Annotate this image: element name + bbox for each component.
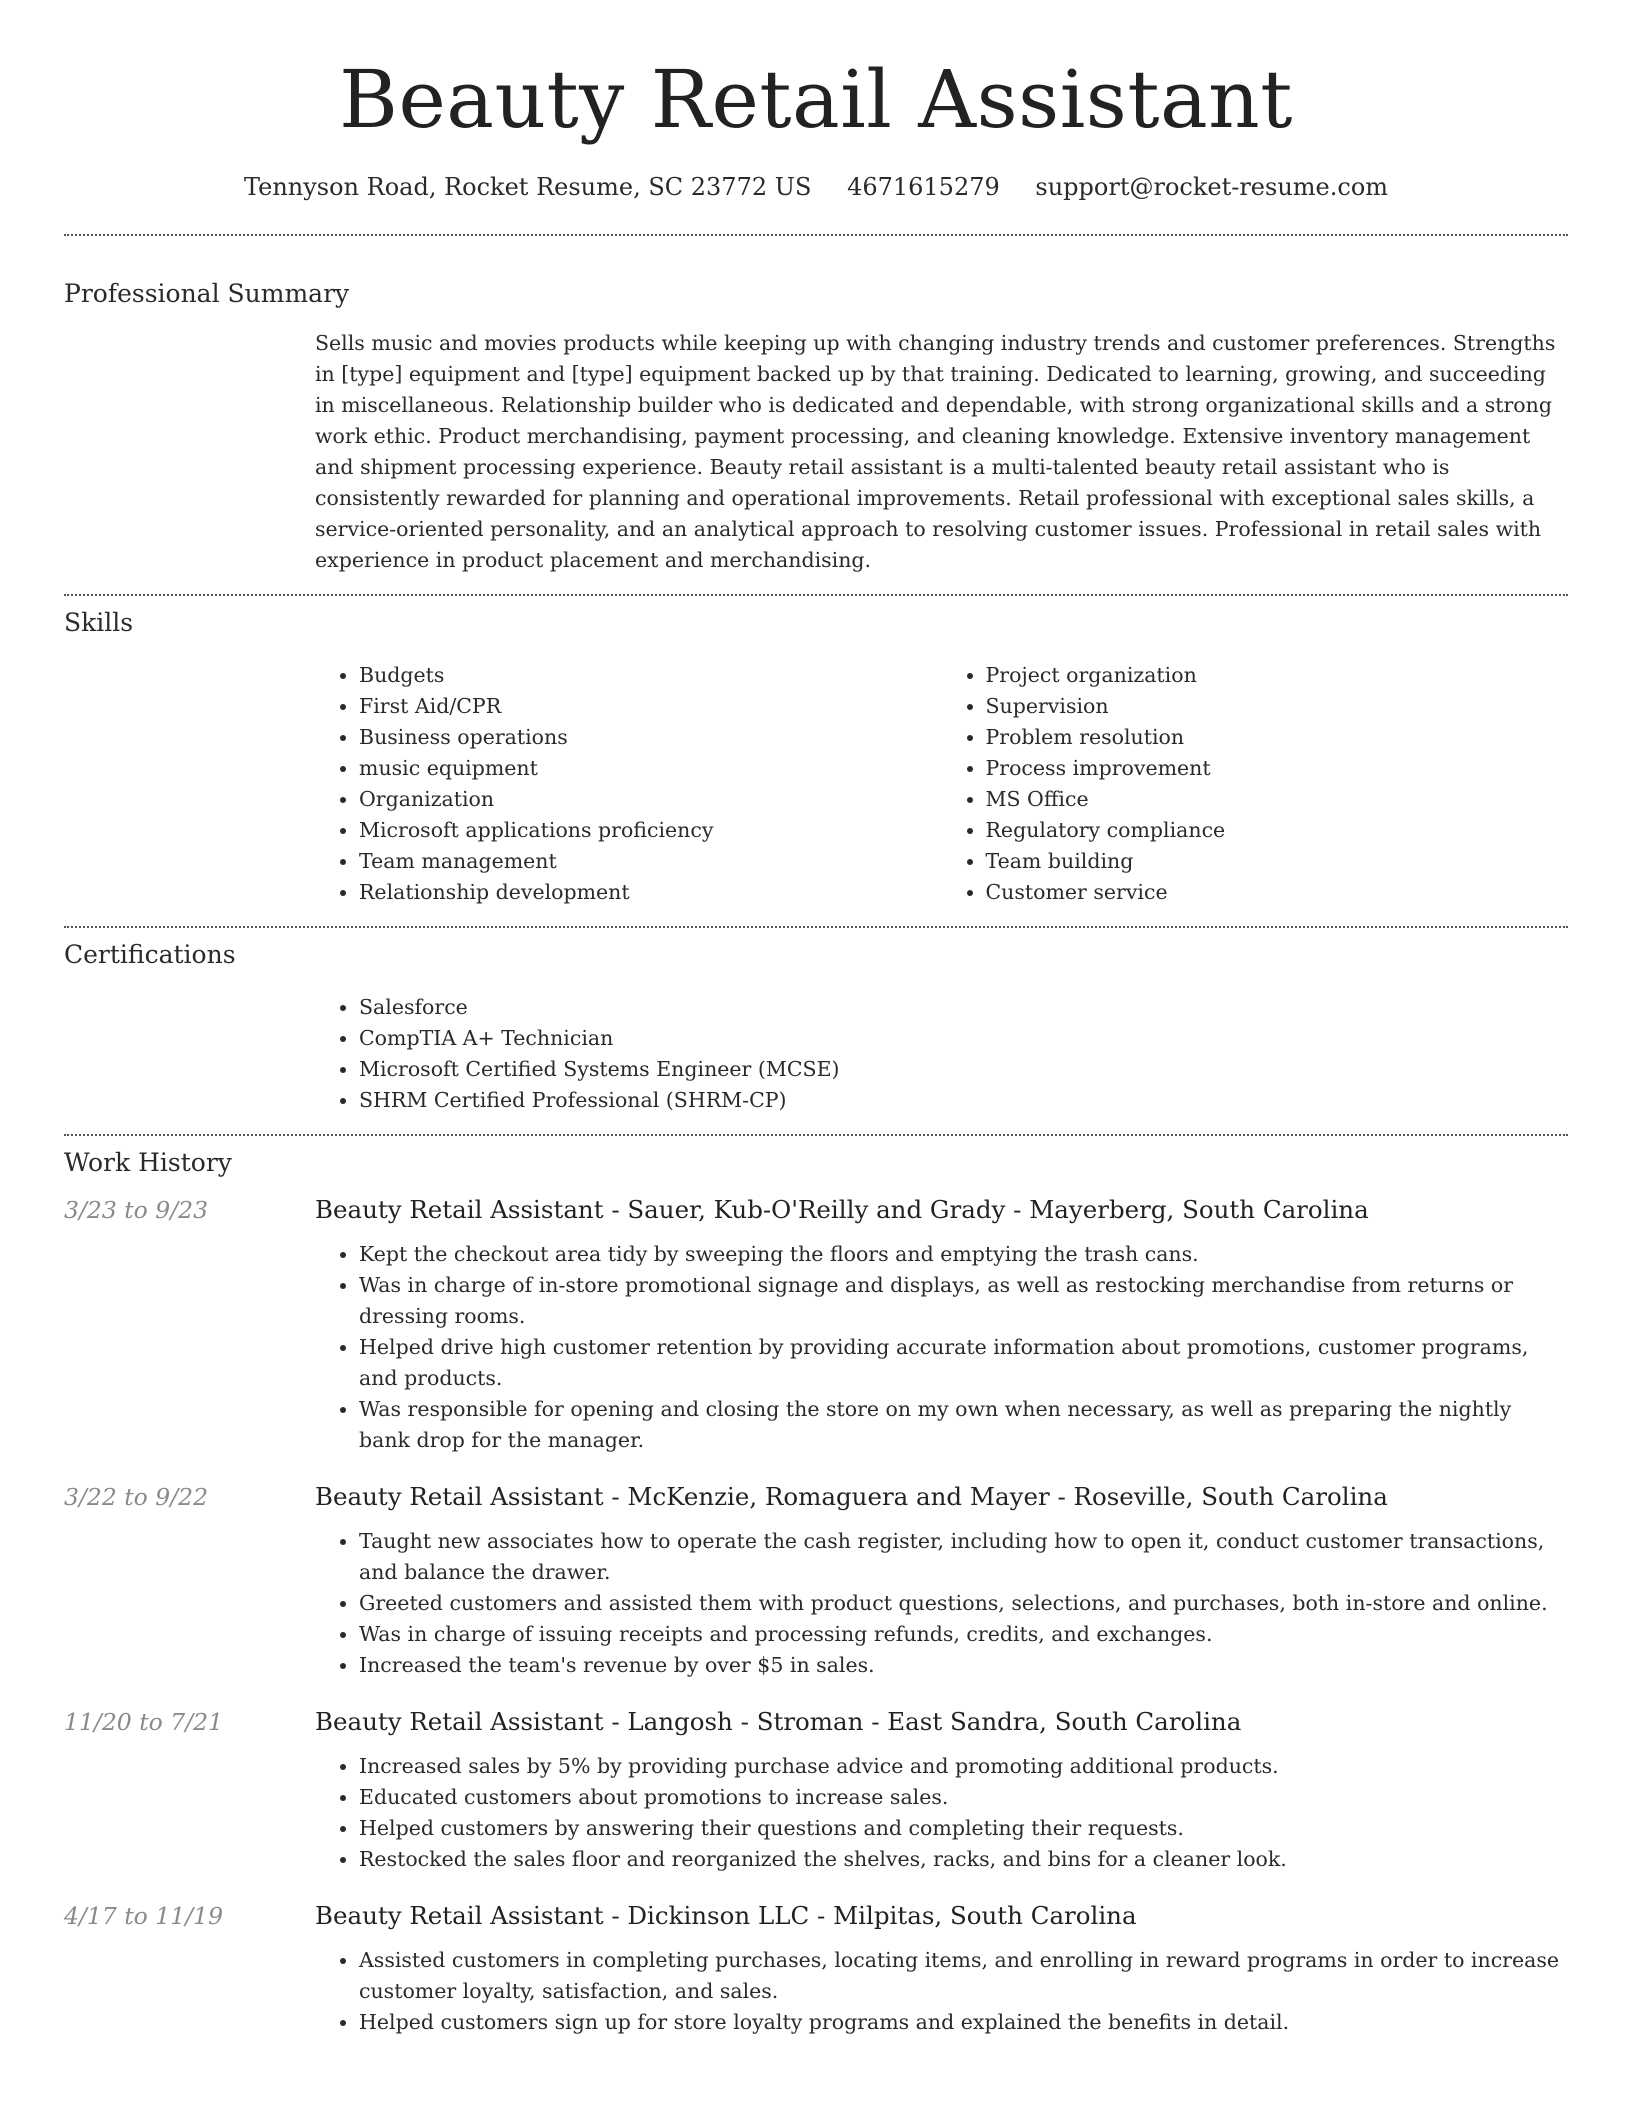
skill-item: • Team building — [986, 846, 1569, 877]
summary-text: Sells music and movies products while keeping up with changing industry trends and customer preferences. Strengths in [type] equipment and [type] equipment backed up by that training. Dedicated to learning, growing, and succeeding in miscellaneous. Relationship builder who is dedicated and dependable, with strong organizational skills and a strong work ethic. Product merchandising, payment processing, and cleaning knowledge. Extensive inventory management and shipment processing experience. Beauty retail assistant is a multi-talented beauty retail assistant who is consistently rewarded for planning and operational improvements. Retail professional with exceptional sales skills, a service-oriented personality, and an analytical approach to resolving customer issues. Professional in retail sales with experience in product placement and merchandising. — [315, 331, 1556, 572]
job-title: Beauty Retail Assistant - Sauer, Kub-O'Reilly and Grady - Mayerberg, South Carolina — [315, 1195, 1369, 1224]
skills-heading: Skills — [64, 608, 134, 637]
job-duty-item: • Kept the checkout area tidy by sweeping the floors and emptying the trash cans. — [359, 1239, 1568, 1270]
resume-page — [64, 0, 1568, 2038]
skill-item: • First Aid/CPR — [359, 691, 942, 722]
section-divider — [64, 1134, 1568, 1136]
job-entry — [64, 1193, 1568, 1456]
job-dates: 3/22 to 9/22 — [64, 1483, 209, 1511]
certification-item: • Salesforce — [359, 992, 1568, 1023]
skill-item: • Regulatory compliance — [986, 815, 1569, 846]
job-duty-item: • Helped customers by answering their questions and completing their requests. — [359, 1813, 1568, 1844]
job-duty-item: • Was in charge of issuing receipts and processing refunds, credits, and exchanges. — [359, 1619, 1568, 1650]
job-duty-item: • Was responsible for opening and closing the store on my own when necessary, as well as preparing the nightly bank drop for the manager. — [359, 1394, 1568, 1456]
job-entry — [64, 1480, 1568, 1681]
job-dates: 3/23 to 9/23 — [64, 1196, 209, 1224]
skill-item: • Microsoft applications proficiency — [359, 815, 942, 846]
job-duty-item: • Increased sales by 5% by providing purchase advice and promoting additional products. — [359, 1751, 1568, 1782]
job-duty-item: • Increased the team's revenue by over $5 in sales. — [359, 1650, 1568, 1681]
certification-item: • Microsoft Certified Systems Engineer (MCSE) — [359, 1054, 1568, 1085]
skill-item: • MS Office — [986, 784, 1569, 815]
contact-address: Tennyson Road, Rocket Resume, SC 23772 US — [243, 173, 812, 201]
skills-column-right — [942, 660, 1569, 908]
certification-item: • CompTIA A+ Technician — [359, 1023, 1568, 1054]
job-dates: 4/17 to 11/19 — [64, 1902, 224, 1930]
job-entry — [64, 1899, 1568, 2038]
job-duties-list — [315, 1945, 1568, 2038]
skill-item: • music equipment — [359, 753, 942, 784]
contact-email: support@rocket-resume.com — [1035, 173, 1389, 201]
job-details — [315, 1899, 1568, 2038]
work-history-section — [64, 1193, 1568, 2038]
skills-column-left — [315, 660, 942, 908]
job-duty-item: • Greeted customers and assisted them with product questions, selections, and purchases, both in-store and online. — [359, 1588, 1568, 1619]
skill-item: • Business operations — [359, 722, 942, 753]
job-duty-item: • Assisted customers in completing purchases, locating items, and enrolling in reward programs in order to increase customer loyalty, satisfaction, and sales. — [359, 1945, 1568, 2007]
skill-item: • Relationship development — [359, 877, 942, 908]
job-duties-list — [315, 1526, 1568, 1681]
certifications-list — [315, 992, 1568, 1116]
skill-item: • Customer service — [986, 877, 1569, 908]
job-title: Beauty Retail Assistant - Dickinson LLC - Milpitas, South Carolina — [315, 1901, 1137, 1930]
job-details — [315, 1193, 1568, 1456]
job-details — [315, 1705, 1568, 1875]
section-divider — [64, 594, 1568, 596]
skill-item: • Budgets — [359, 660, 942, 691]
certifications-heading: Certifications — [64, 940, 236, 969]
job-duties-list — [315, 1751, 1568, 1875]
job-title: Beauty Retail Assistant - McKenzie, Romaguera and Mayer - Roseville, South Carolina — [315, 1482, 1388, 1511]
job-duty-item: • Taught new associates how to operate the cash register, including how to open it, conduct customer transactions, and balance the drawer. — [359, 1526, 1568, 1588]
summary-heading: Professional Summary — [64, 279, 350, 308]
work-history-heading: Work History — [64, 1148, 232, 1177]
job-duty-item: • Educated customers about promotions to increase sales. — [359, 1782, 1568, 1813]
contact-phone: 4671615279 — [847, 173, 1000, 201]
section-divider — [64, 234, 1568, 236]
summary-section — [315, 328, 1568, 576]
skill-item: • Organization — [359, 784, 942, 815]
skill-item: • Problem resolution — [986, 722, 1569, 753]
job-duties-list — [315, 1239, 1568, 1456]
certification-item: • SHRM Certified Professional (SHRM-CP) — [359, 1085, 1568, 1116]
job-details — [315, 1480, 1568, 1681]
contact-line — [64, 170, 1568, 204]
section-divider — [64, 926, 1568, 928]
skill-item: • Supervision — [986, 691, 1569, 722]
job-entry — [64, 1705, 1568, 1875]
certifications-section — [315, 992, 1568, 1116]
resume-name: Beauty Retail Assistant — [339, 53, 1293, 146]
skills-list — [315, 660, 1568, 908]
job-duty-item: • Helped customers sign up for store loyalty programs and explained the benefits in detail. — [359, 2007, 1568, 2038]
skill-item: • Process improvement — [986, 753, 1569, 784]
job-duty-item: • Helped drive high customer retention by providing accurate information about promotions, customer programs, and products. — [359, 1332, 1568, 1394]
job-duty-item: • Restocked the sales floor and reorganized the shelves, racks, and bins for a cleaner look. — [359, 1844, 1568, 1875]
job-dates: 11/20 to 7/21 — [64, 1708, 224, 1736]
skill-item: • Team management — [359, 846, 942, 877]
job-title: Beauty Retail Assistant - Langosh - Stroman - East Sandra, South Carolina — [315, 1707, 1242, 1736]
skill-item: • Project organization — [986, 660, 1569, 691]
job-duty-item: • Was in charge of in-store promotional signage and displays, as well as restocking merchandise from returns or dressing rooms. — [359, 1270, 1568, 1332]
